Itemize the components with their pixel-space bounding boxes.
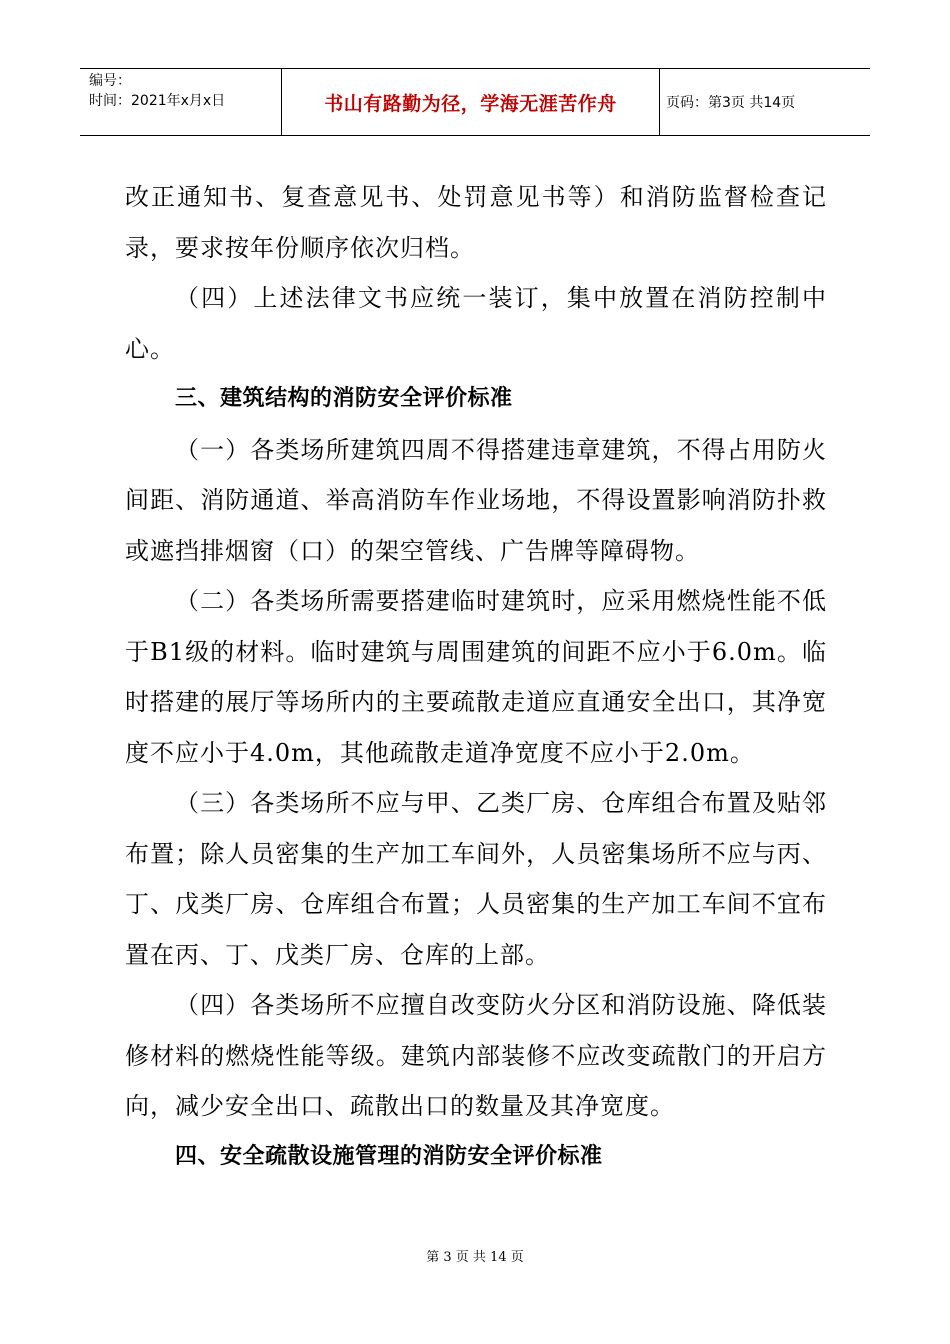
document-date-label: 时间：2021年x月x日: [89, 93, 226, 109]
header-page-number: 页码：第3页 共14页: [666, 95, 796, 111]
body-paragraph: （四）上述法律文书应统一装订，集中放置在消防控制中心。: [125, 284, 827, 363]
document-number-label: 编号：: [89, 73, 131, 89]
body-paragraph: （二）各类场所需要搭建临时建筑时，应采用燃烧性能不低于B1级的材料。临时建筑与周围建筑的间距不应小于6.0m。临时搭建的展厅等场所内的主要疏散走道应直通安全出口，其净宽度不应小于4.0m，其他疏散走道净宽度不应小于2.0m。: [125, 587, 827, 767]
body-paragraph: （一）各类场所建筑四周不得搭建违章建筑，不得占用防火间距、消防通道、举高消防车作业场地，不得设置影响消防扑救或遮挡排烟窗（口）的架空管线、广告牌等障碍物。: [125, 435, 827, 565]
page-footer: 第 3 页 共 14 页: [426, 1250, 524, 1265]
header-meta: [80, 69, 282, 135]
document-body: [125, 172, 827, 1182]
body-paragraph: 改正通知书、复查意见书、处罚意见书等）和消防监督检查记录，要求按年份顺序依次归档。: [125, 183, 827, 262]
body-paragraph: （四）各类场所不应擅自改变防火分区和消防设施、降低装修材料的燃烧性能等级。建筑内部装修不应改变疏散门的开启方向，减少安全出口、疏散出口的数量及其净宽度。: [125, 991, 827, 1120]
section-heading: 四、安全疏散设施管理的消防安全评价标准: [175, 1143, 603, 1169]
header-motto: 书山有路勤为径，学海无涯苦作舟: [282, 69, 660, 135]
document-header: [80, 68, 870, 136]
body-paragraph: （三）各类场所不应与甲、乙类厂房、仓库组合布置及贴邻布置；除人员密集的生产加工车间外，人员密集场所不应与丙、丁、戊类厂房、仓库组合布置；人员密集的生产加工车间不宜布置在丙、丁、戊类厂房、仓库的上部。: [125, 789, 827, 969]
section-heading: 三、建筑结构的消防安全评价标准: [175, 386, 513, 411]
